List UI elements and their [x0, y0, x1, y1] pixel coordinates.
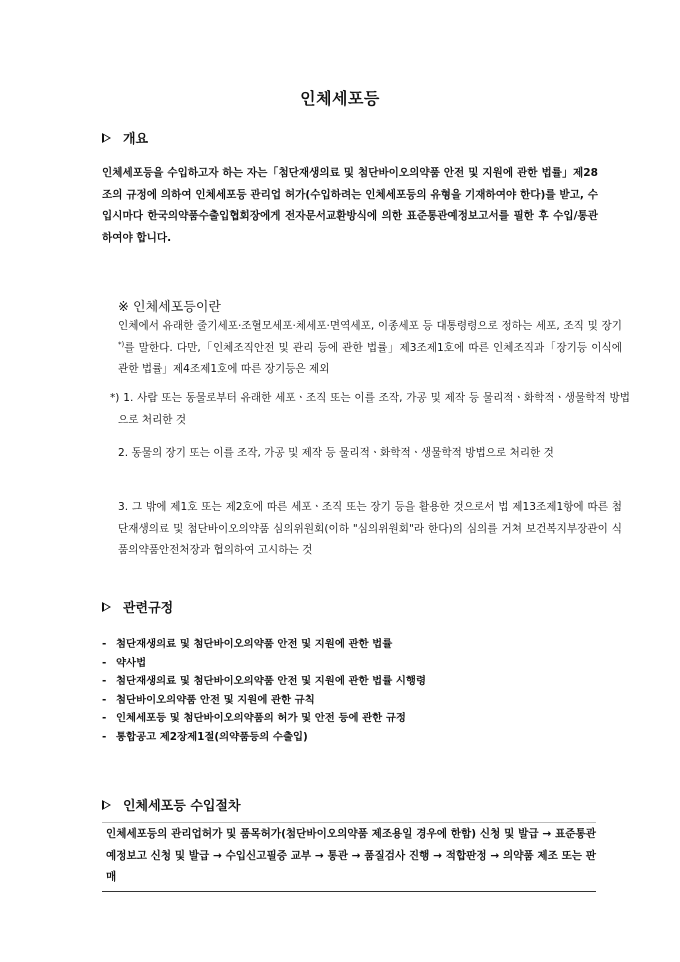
- section-heading-label: 개요: [123, 132, 149, 147]
- list-item: - 인체세포등 및 첨단바이오의약품의 허가 및 안전 등에 관한 규정: [102, 709, 426, 728]
- definition-text-part-2: 를 말한다. 다만,「인체조직안전 및 관리 등에 관한 법률」제3조제1호에 따른 인체조직과「장기등 이식에 관한 법률」제4조제1호에 따른 장기등은 제외: [118, 341, 622, 375]
- section-heading-label: 인체세포등 수입절차: [123, 799, 241, 814]
- definition-heading: ※ 인체세포등이란: [118, 300, 221, 315]
- regulation-name: 첨단바이오의약품 안전 및 지원에 관한 규칙: [116, 693, 315, 706]
- page-title: 인체세포등: [300, 89, 380, 108]
- footnote-item-3: 3. 그 밖에 제1호 또는 제2호에 따른 세포ㆍ조직 또는 장기 등을 활용한 것으로서 법 제13조제1항에 따른 첨단재생의료 및 첨단바이오의약품 심의위원회(이하 "심의위원회"라 한다)의 심의를 거쳐 보건복지부장관이 식품의약품안전처장과 협의하여 고시하는 것: [118, 501, 622, 556]
- triangle-bullet-icon: [102, 800, 111, 810]
- regulation-name: 첨단재생의료 및 첨단바이오의약품 안전 및 지원에 관한 법률: [116, 638, 393, 650]
- list-item: - 약사법: [102, 654, 426, 673]
- overview-paragraph: 인체세포등을 수입하고자 하는 자는「첨단재생의료 및 첨단바이오의약품 안전 및 지원에 관한 법률」제28조의 규정에 의하여 인체세포등 관리업 허가(수입하려는 인체세포등의 유형을 기재하여야 한다)를 받고, 수입시마다 한국의약품수출입협회장에게 전자문서교환방식에 의한 표준통관예정보고서를 필한 후 수입/통관하여야 합니다.: [102, 167, 598, 244]
- list-item: - 통합공고 제2장제1절(의약품등의 수출입): [102, 728, 426, 747]
- section-heading-regulations: [102, 597, 173, 616]
- triangle-bullet-icon: [102, 602, 111, 612]
- section-heading-label: 관련규정: [123, 601, 174, 616]
- procedure-box: 인체세포등의 관리업허가 및 품목허가(첨단바이오의약품 제조용일 경우에 한함) 신청 및 발급 → 표준통관예정보고 신청 및 발급 → 수입신고필증 교부 → 통관 → 품질검사 진행 → 적합판정 → 의약품 제조 또는 판매: [102, 822, 596, 892]
- regulation-name: 첨단재생의료 및 첨단바이오의약품 안전 및 지원에 관한 법률 시행령: [116, 675, 426, 687]
- regulation-name: 약사법: [116, 656, 147, 669]
- list-item: - 첨단바이오의약품 안전 및 지원에 관한 규칙: [102, 691, 426, 710]
- footnote-item-2: 2. 동물의 장기 또는 이를 조작, 가공 및 제작 등 물리적ㆍ화학적ㆍ생물학적 방법으로 처리한 것: [118, 447, 554, 459]
- definition-text-part-1: 인체에서 유래한 줄기세포·조혈모세포·체세포·면역세포, 이종세포 등 대통령령으로 정하는 세포, 조직 및 장기: [118, 320, 622, 332]
- footnote-item-1: *) 1. 사람 또는 동물로부터 유래한 세포ㆍ조직 또는 이를 조작, 가공 및 제작 등 물리적ㆍ화학적ㆍ생물학적 방법으로 처리한 것: [110, 392, 630, 426]
- regulation-name: 인체세포등 및 첨단바이오의약품의 허가 및 안전 등에 관한 규정: [116, 712, 406, 724]
- triangle-bullet-icon: [102, 133, 111, 143]
- regulations-list: [102, 635, 426, 746]
- list-item: - 첨단재생의료 및 첨단바이오의약품 안전 및 지원에 관한 법률: [102, 635, 426, 654]
- definition-paragraph: [118, 316, 622, 381]
- section-heading-overview: [102, 128, 148, 147]
- footnote-marker: *): [118, 339, 125, 348]
- regulation-name: 통합공고 제2장제1절(의약품등의 수출입): [116, 730, 308, 743]
- list-item: - 첨단재생의료 및 첨단바이오의약품 안전 및 지원에 관한 법률 시행령: [102, 672, 426, 691]
- section-heading-procedure: [102, 795, 241, 814]
